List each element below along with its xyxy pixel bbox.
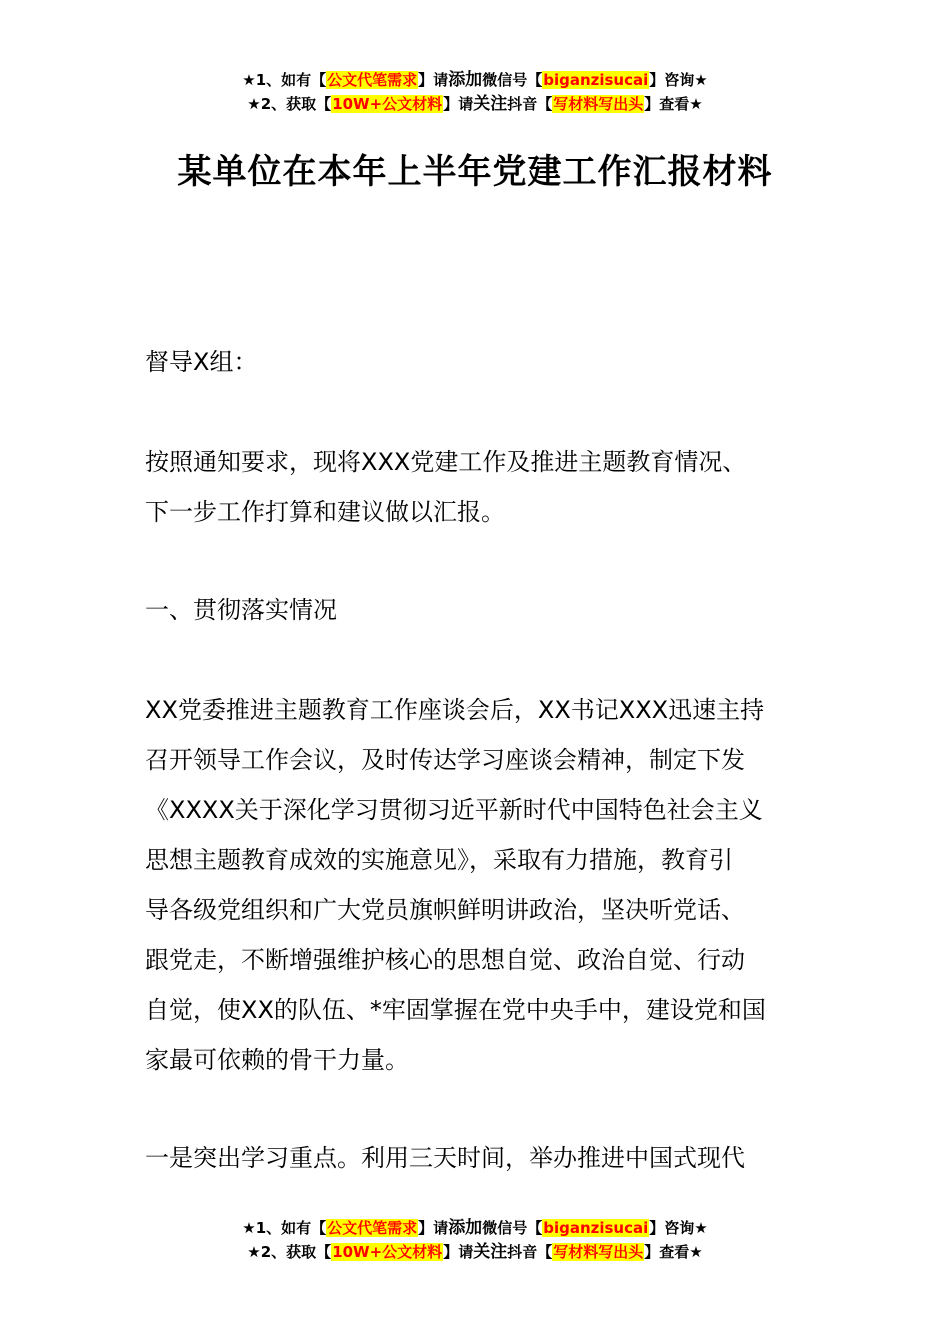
promo-emphasis: 添加 bbox=[448, 1218, 483, 1238]
section1-heading: 一、贯彻落实情况 bbox=[145, 596, 337, 624]
paragraph-line: 家最可依赖的骨干力量。 bbox=[145, 1046, 409, 1074]
promo-text: 】咨询★ bbox=[649, 1219, 708, 1237]
promo-text: 】请 bbox=[443, 95, 474, 113]
promo-highlight: biganzisucai bbox=[543, 71, 649, 89]
promo-text: 】请 bbox=[443, 1243, 474, 1261]
salutation-text: 督导X组： bbox=[145, 348, 258, 376]
paragraph-line: 《XXXX关于深化学习贯彻习近平新时代中国特色社会主义 bbox=[145, 796, 763, 824]
promo-line-1 bbox=[0, 1216, 950, 1240]
promo-text: 抖音【 bbox=[507, 95, 553, 113]
promo-text: 抖音【 bbox=[507, 1243, 553, 1261]
paragraph-line: 一是突出学习重点。利用三天时间，举办推进中国式现代 bbox=[145, 1144, 745, 1172]
promo-highlight: 公文代笔需求 bbox=[327, 71, 418, 89]
promo-text: ★2、获取【 bbox=[247, 95, 332, 113]
intro-paragraph bbox=[145, 437, 810, 537]
promo-emphasis: 添加 bbox=[448, 70, 483, 90]
promo-emphasis: 关注 bbox=[473, 1242, 508, 1262]
promo-banner-bottom bbox=[0, 1216, 950, 1264]
intro-line: 按照通知要求，现将XXX党建工作及推进主题教育情况、 bbox=[145, 448, 747, 476]
salutation bbox=[145, 337, 810, 387]
paragraph-line: 召开领导工作会议，及时传达学习座谈会精神，制定下发 bbox=[145, 746, 745, 774]
paragraph-line: 思想主题教育成效的实施意见》，采取有力措施，教育引 bbox=[145, 846, 733, 874]
promo-text: 】请 bbox=[418, 71, 449, 89]
promo-text: 】请 bbox=[418, 1219, 449, 1237]
promo-text: ★2、获取【 bbox=[247, 1243, 332, 1261]
promo-banner-top bbox=[0, 68, 950, 116]
promo-highlight: 写材料写出头 bbox=[553, 1243, 644, 1261]
promo-highlight: 10W+公文材料 bbox=[332, 1243, 443, 1261]
promo-text: 微信号【 bbox=[482, 1219, 543, 1237]
promo-text: ★1、如有【 bbox=[242, 71, 327, 89]
promo-highlight: biganzisucai bbox=[543, 1219, 649, 1237]
promo-highlight: 写材料写出头 bbox=[553, 95, 644, 113]
promo-text: 】咨询★ bbox=[649, 71, 708, 89]
paragraph-line: 自觉，使XX的队伍、*牢固掌握在党中央手中，建设党和国 bbox=[145, 996, 766, 1024]
promo-line-1 bbox=[0, 68, 950, 92]
promo-text: 】查看★ bbox=[644, 1243, 703, 1261]
promo-line-2 bbox=[0, 1240, 950, 1264]
promo-emphasis: 关注 bbox=[473, 94, 508, 114]
promo-text: ★1、如有【 bbox=[242, 1219, 327, 1237]
paragraph-line: XX党委推进主题教育工作座谈会后，XX书记XXX迅速主持 bbox=[145, 696, 765, 724]
document-title: 某单位在本年上半年党建工作汇报材料 bbox=[177, 152, 773, 192]
paragraph-line: 导各级党组织和广大党员旗帜鲜明讲政治，坚决听党话、 bbox=[145, 896, 745, 924]
body-paragraph-1 bbox=[145, 685, 810, 1085]
section-heading bbox=[145, 585, 810, 635]
promo-text: 微信号【 bbox=[482, 71, 543, 89]
promo-line-2 bbox=[0, 92, 950, 116]
promo-highlight: 10W+公文材料 bbox=[332, 95, 443, 113]
promo-highlight: 公文代笔需求 bbox=[327, 1219, 418, 1237]
body-paragraph-2 bbox=[145, 1133, 810, 1183]
paragraph-line: 跟党走，不断增强维护核心的思想自觉、政治自觉、行动 bbox=[145, 946, 745, 974]
promo-text: 】查看★ bbox=[644, 95, 703, 113]
intro-line: 下一步工作打算和建议做以汇报。 bbox=[145, 498, 505, 526]
